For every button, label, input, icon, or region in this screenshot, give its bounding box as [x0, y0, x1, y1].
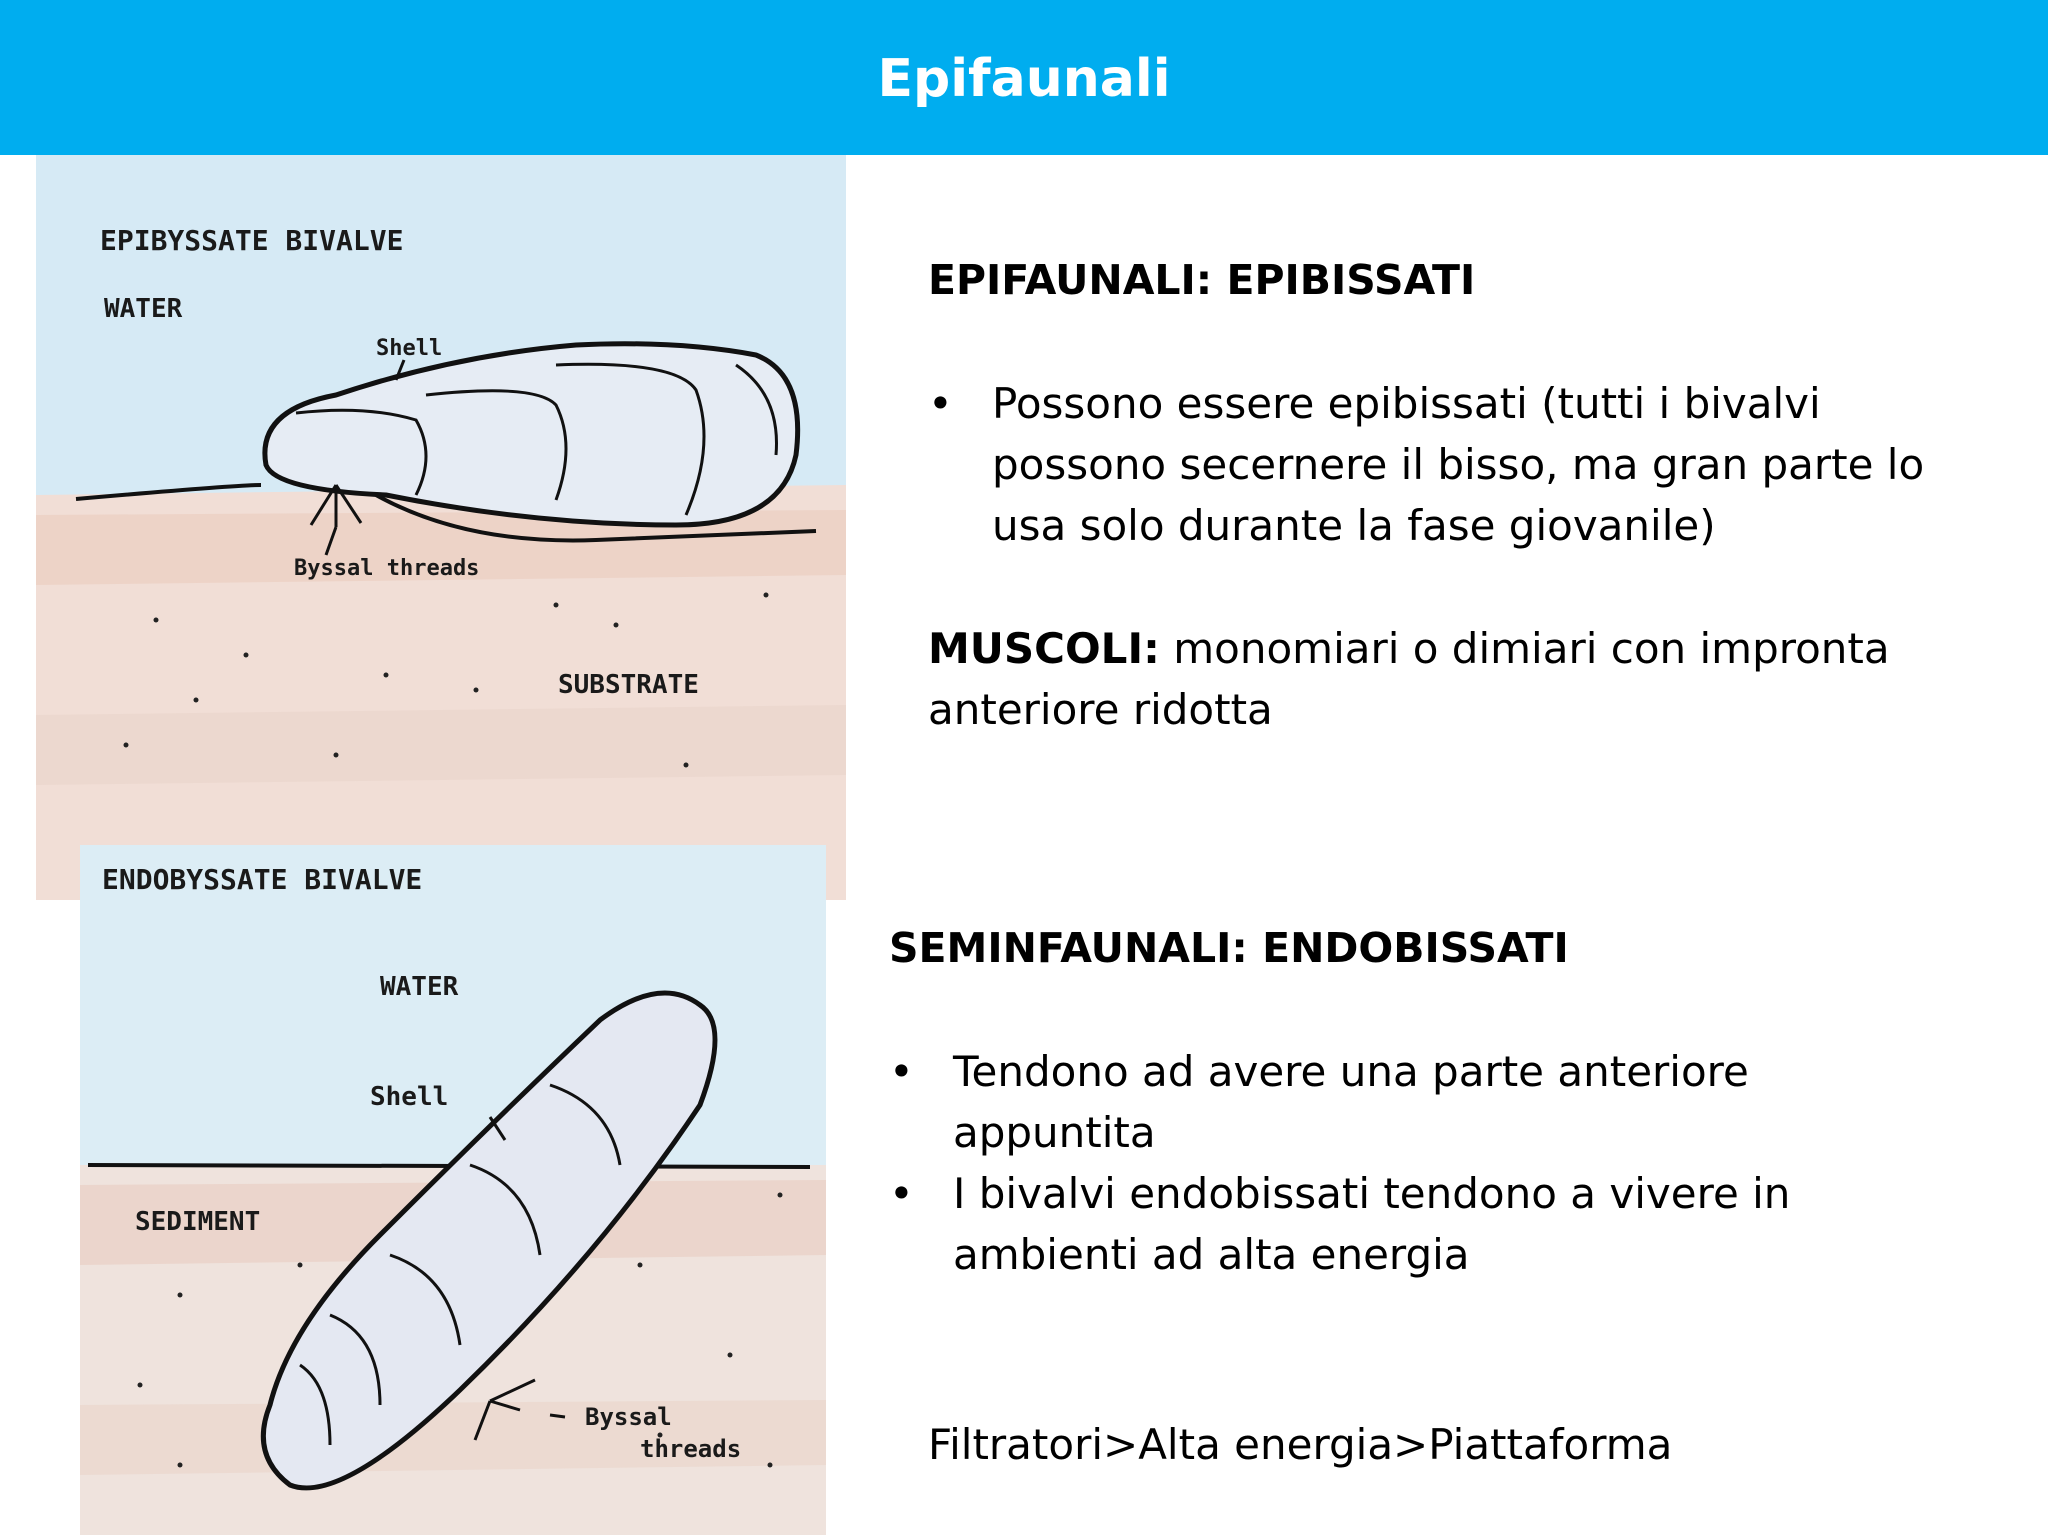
list-item: • Possono essere epibissati (tutti i bivalvi possono secernere il bisso, ma gran parte lo usa solo durante la fase giovanile) [928, 373, 1968, 556]
endobyssate-water-label: WATER [380, 972, 459, 1002]
list-item: • I bivalvi endobissati tendono a vivere in ambienti ad alta energia [889, 1163, 1939, 1285]
muscles-text: monomiari o dimiari con impronta anteriore ridotta [928, 624, 1890, 734]
epibyssate-title: EPIBYSSATE BIVALVE [100, 224, 404, 257]
muscles-paragraph [928, 618, 1968, 740]
endobissati-bullets [889, 1041, 1939, 1285]
endobyssate-bivalve-sketch [80, 845, 826, 1535]
list-item: • Tendono ad avere una parte anteriore appuntita [889, 1041, 1939, 1163]
footer-note: Filtratori>Alta energia>Piattaforma [928, 1420, 1673, 1469]
endobissati-heading: SEMINFAUNALI: ENDOBISSATI [889, 924, 1569, 972]
epibyssate-substrate-label: SUBSTRATE [558, 670, 699, 700]
slide-title: Epifaunali [877, 49, 1171, 109]
endobyssate-sediment-label: SEDIMENT [135, 1207, 261, 1237]
endobyssate-byssal-label-2: threads [640, 1435, 742, 1463]
endobissati-section [889, 918, 1939, 1285]
epibissati-heading: EPIFAUNALI: EPIBISSATI [928, 256, 1476, 304]
epibyssate-water-label: WATER [104, 294, 183, 324]
muscles-label: MUSCOLI: [928, 624, 1160, 673]
endobyssate-shell-label: Shell [370, 1082, 449, 1112]
endobyssate-byssal-label-1: Byssal [585, 1403, 672, 1431]
endobyssate-title: ENDOBYSSATE BIVALVE [102, 863, 423, 896]
epibissati-bullets [928, 373, 1968, 556]
epibyssate-byssal-label: Byssal threads [294, 556, 480, 581]
title-bar [0, 0, 2048, 155]
epibyssate-bivalve-sketch [36, 155, 846, 900]
epibyssate-shell-label: Shell [376, 336, 443, 361]
epibissati-section [928, 250, 1968, 740]
